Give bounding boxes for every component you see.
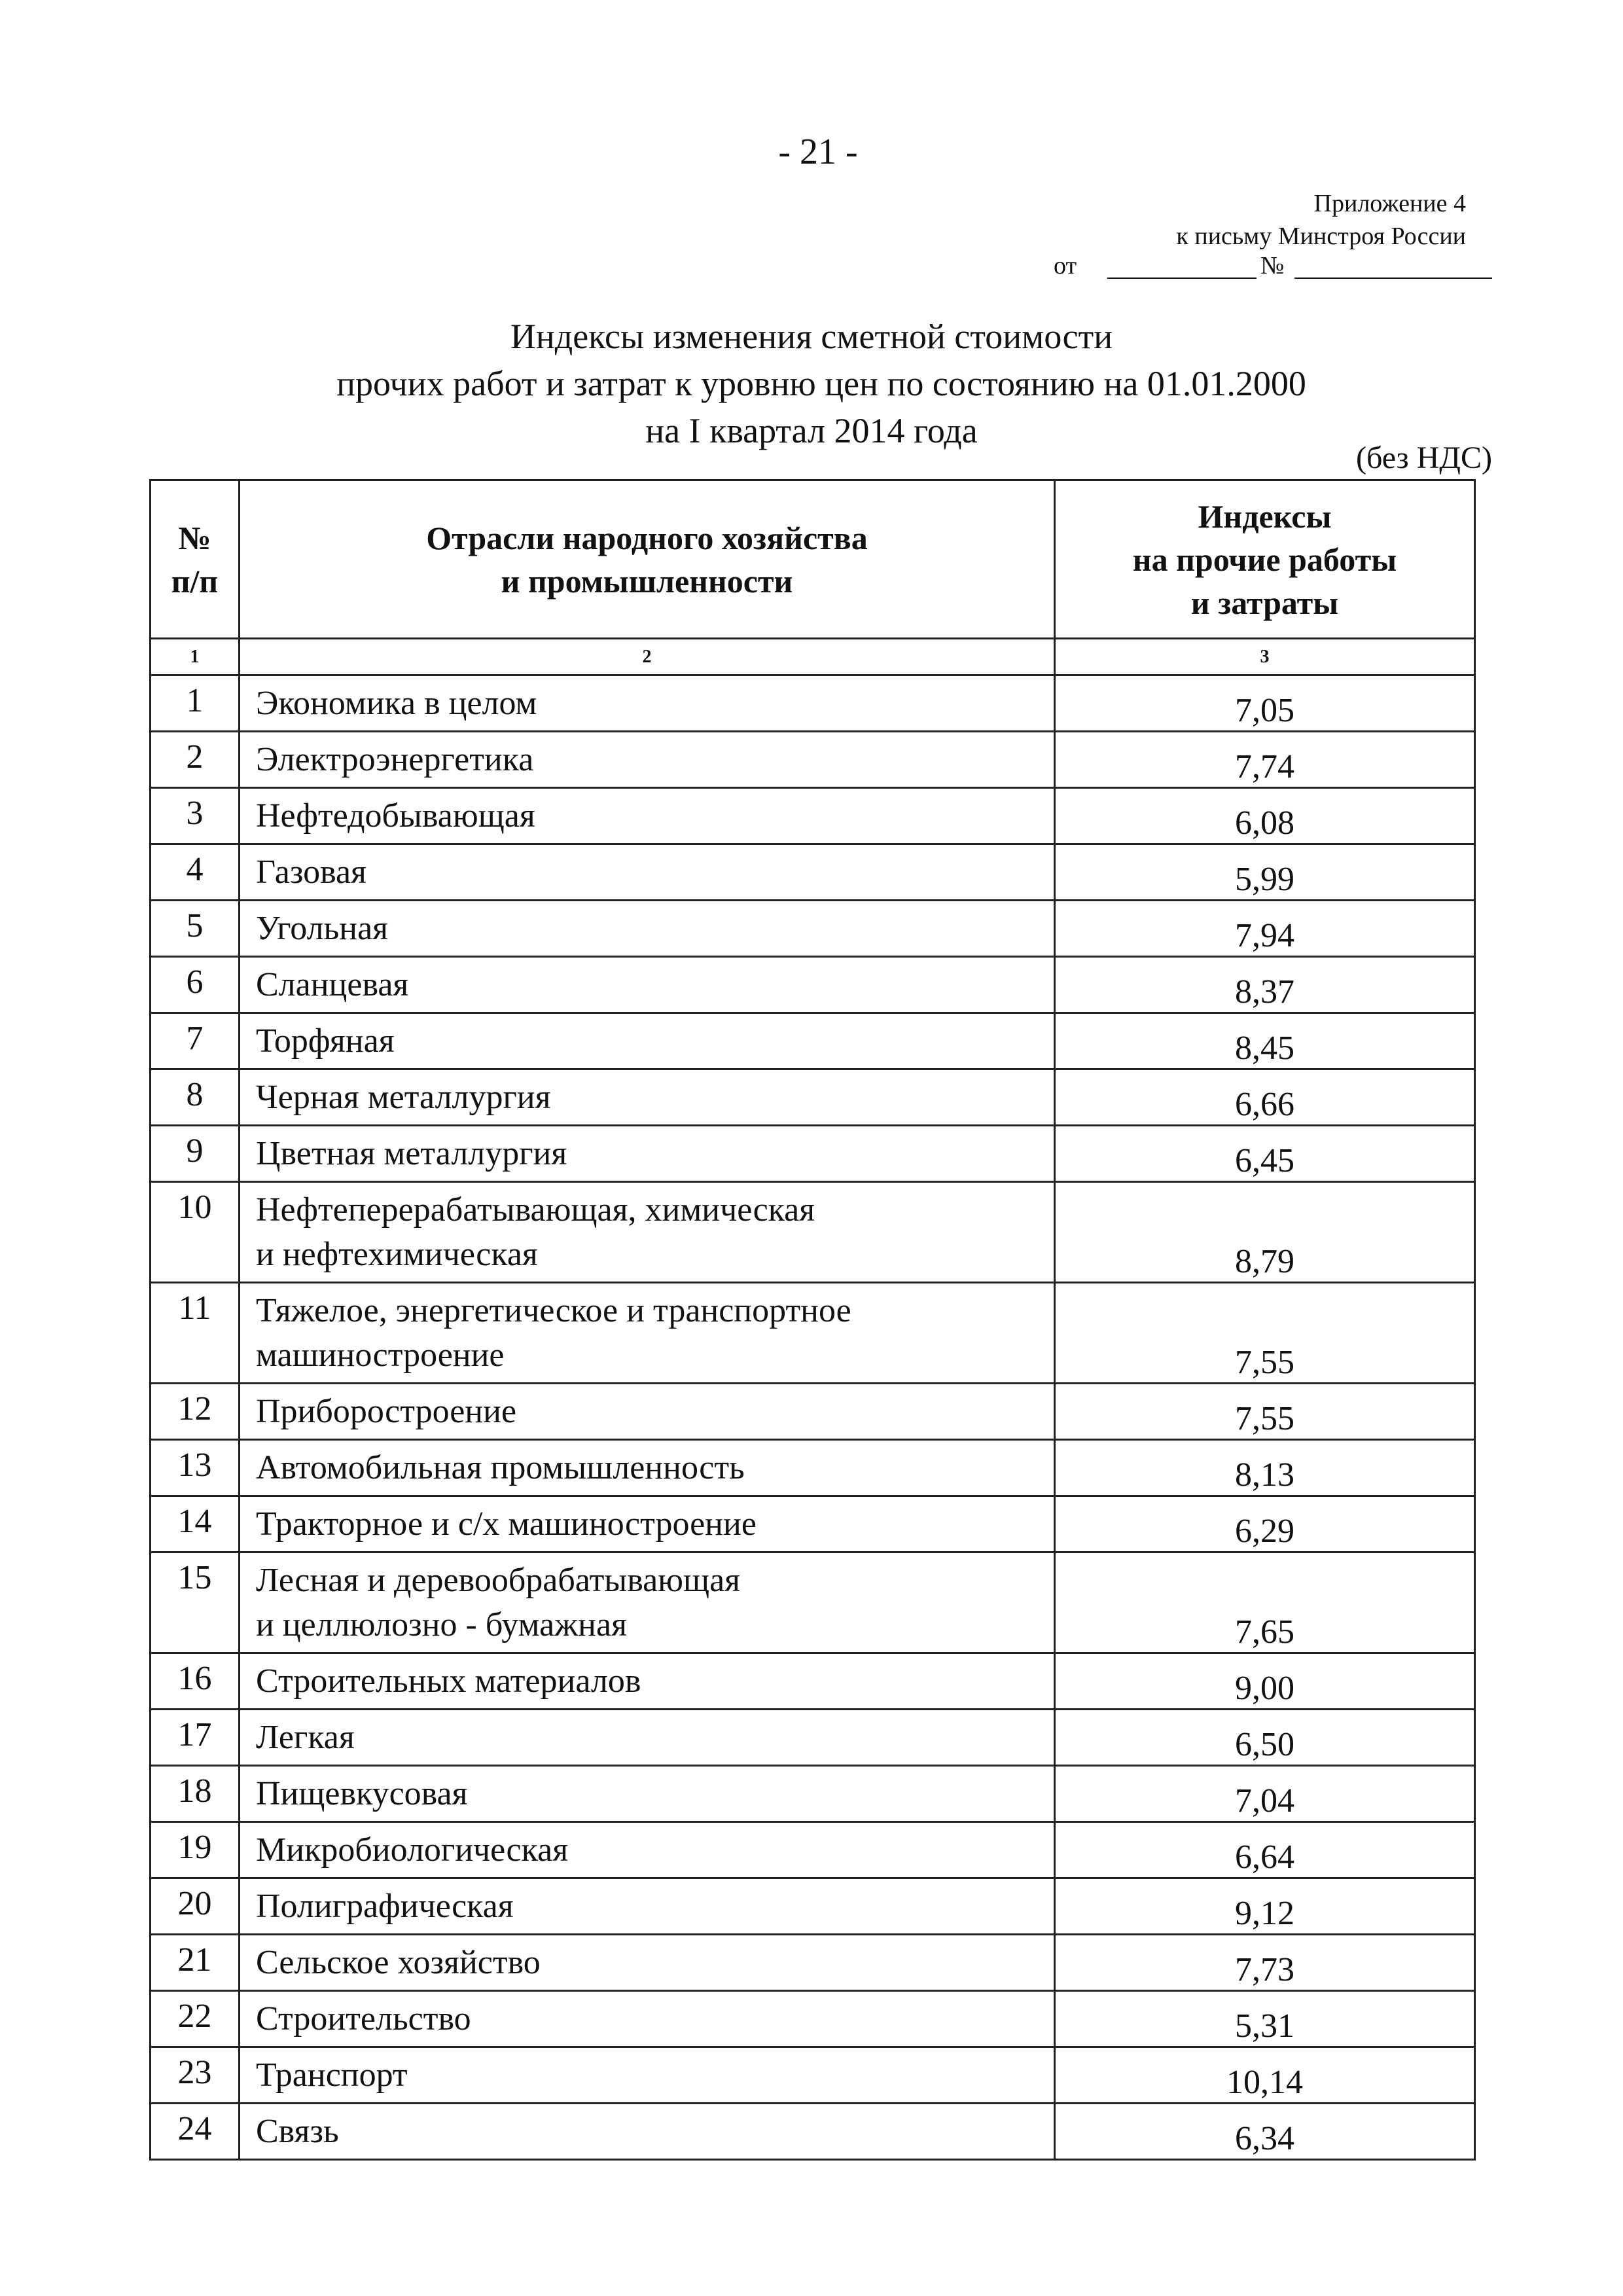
- industry-name-line: Тяжелое, энергетическое и транспортное: [256, 1292, 851, 1329]
- industry-name-line: Тракторное и с/х машиностроение: [256, 1505, 757, 1543]
- row-number: 17: [151, 1710, 240, 1766]
- table-body: [151, 675, 1475, 2160]
- industry-name-line: Нефтедобывающая: [256, 797, 535, 834]
- document-title: [0, 313, 1623, 454]
- industry-name-line: Пищевкусовая: [256, 1775, 468, 1812]
- index-value: 9,12: [1055, 1878, 1475, 1935]
- index-value: 7,05: [1055, 675, 1475, 732]
- industry-name-line: Торфяная: [256, 1022, 395, 1060]
- header-num: № п/п: [151, 480, 240, 639]
- row-number: 10: [151, 1182, 240, 1283]
- table-row: [151, 1182, 1475, 1283]
- row-number: 22: [151, 1991, 240, 2047]
- index-value: 7,74: [1055, 732, 1475, 788]
- table-row: [151, 1991, 1475, 2047]
- row-number: 20: [151, 1878, 240, 1935]
- table-row: [151, 1496, 1475, 1552]
- column-number: 3: [1055, 639, 1475, 675]
- index-value: 7,94: [1055, 901, 1475, 957]
- industry-name-line: Связь: [256, 2113, 339, 2150]
- industry-name: [240, 844, 1055, 901]
- industry-name: [240, 1126, 1055, 1182]
- industry-name: [240, 1766, 1055, 1822]
- column-number: 1: [151, 639, 240, 675]
- table-row: [151, 1552, 1475, 1653]
- industry-name-line: Сланцевая: [256, 966, 409, 1003]
- row-number: 21: [151, 1935, 240, 1991]
- table-row: [151, 1935, 1475, 1991]
- industry-name: [240, 2104, 1055, 2160]
- row-number: 19: [151, 1822, 240, 1878]
- index-value: 5,31: [1055, 1991, 1475, 2047]
- from-label: от: [1054, 252, 1077, 279]
- industry-name-line: Электроэнергетика: [256, 741, 534, 778]
- index-value: 10,14: [1055, 2047, 1475, 2104]
- industry-name: [240, 1710, 1055, 1766]
- index-value: 8,79: [1055, 1182, 1475, 1283]
- industry-name-line: и нефтехимическая: [256, 1236, 538, 1273]
- row-number: 3: [151, 788, 240, 844]
- row-number: 6: [151, 957, 240, 1013]
- industry-name: [240, 675, 1055, 732]
- index-value: 8,45: [1055, 1013, 1475, 1069]
- row-number: 11: [151, 1283, 240, 1384]
- row-number: 12: [151, 1384, 240, 1440]
- index-value: 6,08: [1055, 788, 1475, 844]
- industry-name: [240, 1653, 1055, 1710]
- industry-name: [240, 1878, 1055, 1935]
- table-row: [151, 675, 1475, 732]
- industry-name: [240, 1496, 1055, 1552]
- row-number: 8: [151, 1069, 240, 1126]
- industry-name: [240, 1552, 1055, 1653]
- industry-name: [240, 1069, 1055, 1126]
- industry-name: [240, 1182, 1055, 1283]
- index-table: [149, 479, 1476, 2161]
- industry-name-line: Транспорт: [256, 2056, 408, 2094]
- appendix-block: [1176, 187, 1466, 253]
- table-row: [151, 957, 1475, 1013]
- table-row: [151, 1878, 1475, 1935]
- row-number: 2: [151, 732, 240, 788]
- industry-name: [240, 2047, 1055, 2104]
- index-value: 6,34: [1055, 2104, 1475, 2160]
- table-header-row: [151, 480, 1475, 639]
- industry-name-line: машиностроение: [256, 1336, 505, 1374]
- row-number: 16: [151, 1653, 240, 1710]
- table-row: [151, 1766, 1475, 1822]
- industry-name: [240, 1440, 1055, 1496]
- industry-name-line: Цветная металлургия: [256, 1135, 567, 1172]
- table-row: [151, 1126, 1475, 1182]
- table-row: [151, 844, 1475, 901]
- industry-name-line: Строительство: [256, 2000, 471, 2037]
- industry-name-line: Экономика в целом: [256, 685, 537, 722]
- index-value: 6,66: [1055, 1069, 1475, 1126]
- industry-name-line: Угольная: [256, 910, 389, 947]
- table-row: [151, 2104, 1475, 2160]
- row-number: 14: [151, 1496, 240, 1552]
- table-row: [151, 1013, 1475, 1069]
- row-number: 5: [151, 901, 240, 957]
- table-row: [151, 901, 1475, 957]
- table-row: [151, 2047, 1475, 2104]
- title-line-3: на I квартал 2014 года: [645, 411, 978, 450]
- index-value: 6,50: [1055, 1710, 1475, 1766]
- row-number: 4: [151, 844, 240, 901]
- date-blank: [1107, 278, 1257, 279]
- index-value: 7,73: [1055, 1935, 1475, 1991]
- index-value: 8,13: [1055, 1440, 1475, 1496]
- column-number-row: [151, 639, 1475, 675]
- title-line-1: Индексы изменения сметной стоимости: [510, 317, 1113, 356]
- industry-name: [240, 1384, 1055, 1440]
- header-index: Индексы на прочие работы и затраты: [1055, 480, 1475, 639]
- industry-name: [240, 1013, 1055, 1069]
- industry-name: [240, 732, 1055, 788]
- industry-name-line: Автомобильная промышленность: [256, 1449, 745, 1486]
- appendix-date-number-line: [1054, 251, 1499, 284]
- table-row: [151, 1069, 1475, 1126]
- index-value: 8,37: [1055, 957, 1475, 1013]
- row-number: 7: [151, 1013, 240, 1069]
- column-number: 2: [240, 639, 1055, 675]
- index-value: 7,55: [1055, 1384, 1475, 1440]
- industry-name: [240, 957, 1055, 1013]
- industry-name-line: Черная металлургия: [256, 1079, 551, 1116]
- table-row: [151, 1283, 1475, 1384]
- industry-name: [240, 788, 1055, 844]
- industry-name: [240, 1822, 1055, 1878]
- industry-name-line: Приборостроение: [256, 1393, 517, 1430]
- industry-name-line: Строительных материалов: [256, 1662, 641, 1700]
- row-number: 23: [151, 2047, 240, 2104]
- industry-name: [240, 1283, 1055, 1384]
- index-value: 7,55: [1055, 1283, 1475, 1384]
- industry-name-line: Лесная и деревообрабатывающая: [256, 1562, 741, 1599]
- index-value: 6,45: [1055, 1126, 1475, 1182]
- number-blank: [1294, 278, 1492, 279]
- table-row: [151, 1822, 1475, 1878]
- index-value: 6,29: [1055, 1496, 1475, 1552]
- table-row: [151, 1384, 1475, 1440]
- number-label: №: [1260, 252, 1285, 279]
- vat-note: (без НДС): [1355, 440, 1492, 475]
- row-number: 15: [151, 1552, 240, 1653]
- index-value: 9,00: [1055, 1653, 1475, 1710]
- table-row: [151, 1710, 1475, 1766]
- industry-name-line: Сельское хозяйство: [256, 1944, 541, 1981]
- industry-name-line: Газовая: [256, 853, 366, 891]
- industry-name-line: Полиграфическая: [256, 1888, 514, 1925]
- table-row: [151, 1440, 1475, 1496]
- row-number: 1: [151, 675, 240, 732]
- index-value: 7,04: [1055, 1766, 1475, 1822]
- index-value: 7,65: [1055, 1552, 1475, 1653]
- industry-name-line: Микробиологическая: [256, 1831, 569, 1869]
- row-number: 24: [151, 2104, 240, 2160]
- table-row: [151, 1653, 1475, 1710]
- industry-name: [240, 1935, 1055, 1991]
- appendix-letter-ref: к письму Минстроя России: [1176, 223, 1466, 250]
- table-row: [151, 732, 1475, 788]
- title-line-2: прочих работ и затрат к уровню цен по состоянию на 01.01.2000: [336, 364, 1306, 403]
- table-row: [151, 788, 1475, 844]
- row-number: 18: [151, 1766, 240, 1822]
- industry-name: [240, 901, 1055, 957]
- appendix-label: Приложение 4: [1313, 190, 1466, 217]
- header-industry: Отрасли народного хозяйства и промышленности: [240, 480, 1055, 639]
- industry-name-line: Легкая: [256, 1719, 355, 1756]
- industry-name-line: Нефтеперерабатывающая, химическая: [256, 1191, 815, 1229]
- index-value: 5,99: [1055, 844, 1475, 901]
- index-value: 6,64: [1055, 1822, 1475, 1878]
- row-number: 13: [151, 1440, 240, 1496]
- row-number: 9: [151, 1126, 240, 1182]
- industry-name-line: и целлюлозно - бумажная: [256, 1606, 627, 1643]
- page-number: - 21 -: [778, 132, 858, 172]
- industry-name: [240, 1991, 1055, 2047]
